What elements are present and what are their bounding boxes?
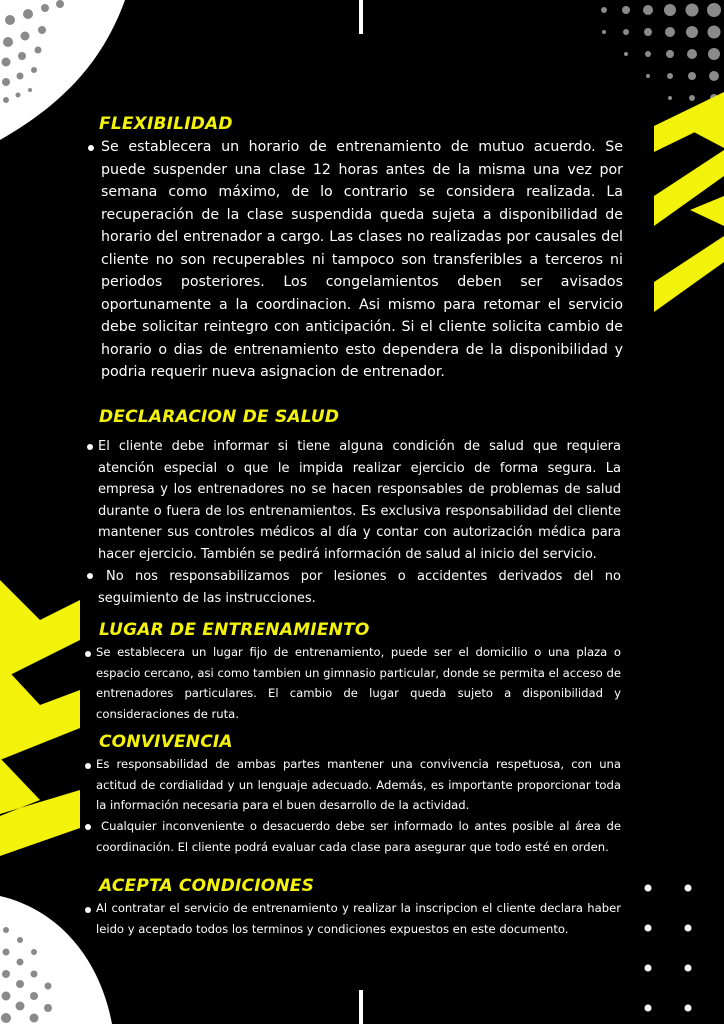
convivencia-text-2: Cualquier inconveniente o desacuerdo debe ser informado lo antes posible al área de coordinación. El cliente podrá evaluar cada clase para asegurar que todo esté en orden. xyxy=(96,819,621,854)
bullet xyxy=(85,763,91,769)
section-heading-lugar-de-entrenamiento: LUGAR DE ENTRENAMIENTO xyxy=(99,620,370,640)
bullet xyxy=(85,651,91,657)
bullet xyxy=(87,444,93,450)
bullet xyxy=(85,824,91,830)
section-heading-acepta-condiciones: ACEPTA CONDICIONES xyxy=(99,876,315,896)
section-heading-convivencia: CONVIVENCIA xyxy=(99,732,233,752)
section-heading-declaracion-de-salud: DECLARACION DE SALUD xyxy=(99,407,340,427)
declaracion-text-1: El cliente debe informar si tiene alguna condición de salud que requiera atención especial o que le impida realizar ejercicio de forma segura. La empresa y los entrenadores no se hacen responsables de problemas de salud durante o fuera de los entrenamientos. Es exclusiva responsabilidad del cliente mantener sus controles médicos al día y contar con autorización médica para hacer ejercicio. También se pedirá información de salud al inicio del servicio. xyxy=(98,439,621,562)
section-heading-flexibilidad: FLEXIBILIDAD xyxy=(99,114,233,134)
top-right-halftone xyxy=(601,3,721,102)
bullet xyxy=(85,907,91,913)
lugar-text: Se establecera un lugar fijo de entrenamiento, puede ser el domicilio o una plaza o espacio cercano, asi como tambien un gimnasio particular, donde se permita el acceso de entrenadores particulares. El cambio de lugar queda sujeto a disponibilidad y consideraciones de ruta. xyxy=(96,645,621,722)
acepta-text: Al contratar el servicio de entrenamiento y realizar la inscripcion el cliente declara haber leido y aceptado todos los terminos y condiciones expuestos en este documento. xyxy=(96,901,621,936)
left-chevrons xyxy=(0,580,80,856)
flexibilidad-text: Se establecera un horario de entrenamiento de mutuo acuerdo. Se puede suspender una clase 12 horas antes de la misma una vez por semana como máximo, de lo contrario se considera realizada. La recuperación de la clase suspendida queda sujeta a disponibilidad de horario del entrenador a cargo. Las clases no realizadas por causales del cliente no son recuperables ni tampoco son transferibles a terceros ni periodos posteriores. Los congelamientos deben ser avisados oportunamente a la coordinacion. Asi mismo para retomar el servicio debe solicitar reintegro con anticipación. Si el cliente solicita cambio de horario o dias de entrenamiento esto dependera de la disponibilidad y podria requerir nueva asignacion de entrenador. xyxy=(101,139,623,380)
convivencia-text-1: Es responsabilidad de ambas partes mantener una convivencia respetuosa, con una actitud de cordialidad y un lenguaje adecuado. Además, es importante proporcionar toda la información necesaria para el buen desarrollo de la actividad. xyxy=(96,757,621,813)
right-chevrons xyxy=(654,92,724,312)
bullet xyxy=(88,145,94,151)
bottom-right-dot-grid xyxy=(645,885,692,1012)
declaracion-text-2: No nos responsabilizamos por lesiones o accidentes derivados del no seguimiento de las instrucciones. xyxy=(98,569,621,606)
bullet xyxy=(87,573,93,579)
bottom-center-line xyxy=(359,990,363,1024)
top-center-line xyxy=(359,0,363,34)
